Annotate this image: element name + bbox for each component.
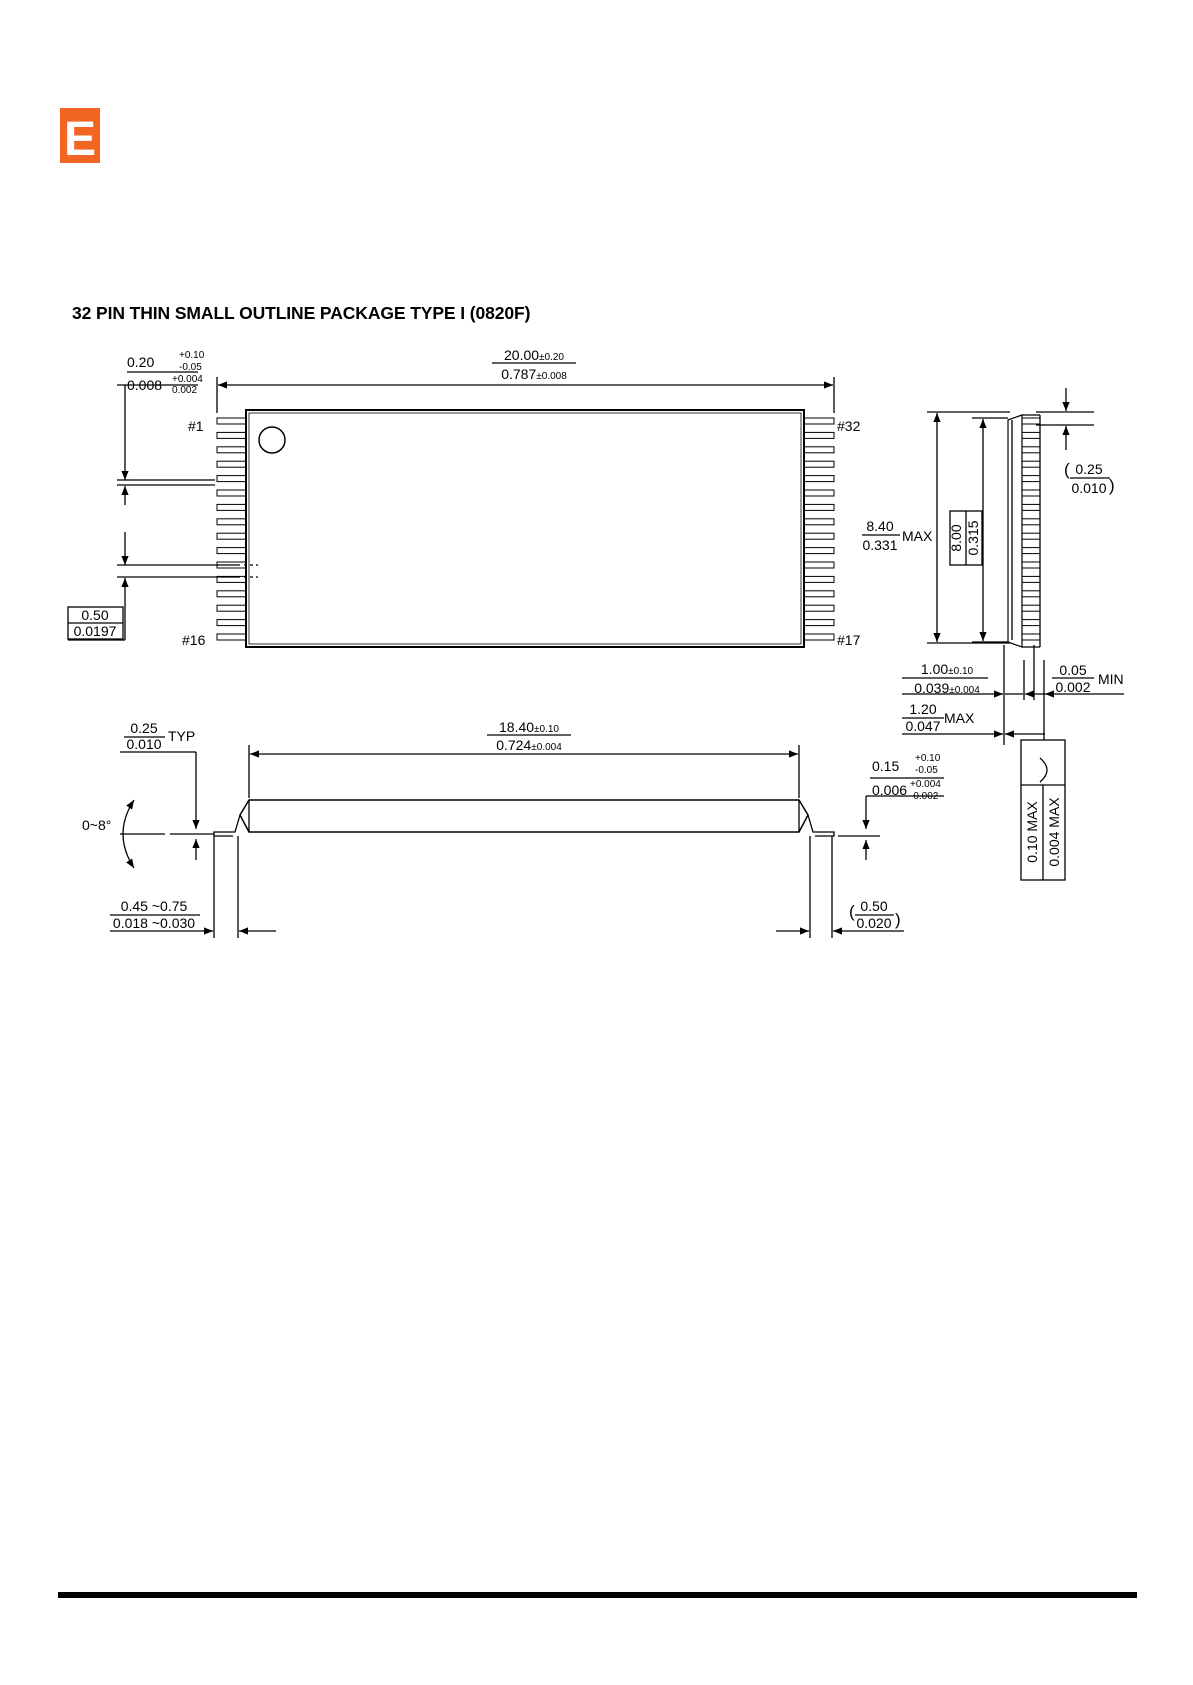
body-width-inch: 0.315: [965, 520, 981, 556]
lead: [804, 476, 834, 482]
lead: [1022, 620, 1040, 626]
svg-text:+0.004: +0.004: [172, 374, 203, 385]
lead: [804, 591, 834, 597]
lead: [1022, 576, 1040, 582]
pitch-mm: 0.50: [81, 607, 109, 623]
pin1-marker: [259, 427, 285, 453]
end-view-labels: [862, 460, 1124, 867]
pin32-label: #32: [837, 418, 861, 434]
svg-text:MIN: MIN: [1098, 671, 1124, 687]
lead: [804, 447, 834, 453]
lead: [804, 634, 834, 640]
drawing-title: 32 PIN THIN SMALL OUTLINE PACKAGE TYPE I (0820F): [72, 303, 531, 323]
side-right-lead: [808, 815, 834, 836]
lead: [217, 605, 246, 611]
side-body-len-inch: 0.724±0.004: [496, 737, 562, 753]
svg-text:-0.002: -0.002: [910, 791, 939, 802]
svg-text:(: (: [1064, 460, 1070, 479]
lead: [217, 504, 246, 510]
lead: [804, 461, 834, 467]
pitch-inch: 0.0197: [73, 623, 117, 639]
lead: [804, 504, 834, 510]
side-view: [110, 735, 944, 938]
side-lead-thk-mm: 0.15: [872, 758, 900, 774]
svg-text:-0.05: -0.05: [179, 362, 202, 373]
pin17-label: #17: [837, 632, 861, 648]
angle-label: 0~8°: [82, 817, 112, 833]
top-view: [68, 363, 834, 647]
lead: [217, 519, 246, 525]
lead-width-inch: 0.008: [127, 377, 163, 393]
svg-text:-0.05: -0.05: [915, 765, 938, 776]
svg-text:+0.10: +0.10: [179, 350, 205, 361]
footer-rule: [58, 1592, 1137, 1598]
height-inch: 0.047: [905, 718, 941, 734]
svg-text:): ): [895, 910, 901, 929]
coplanarity-inch: 0.004 MAX: [1046, 797, 1062, 867]
lead: [217, 548, 246, 554]
standoff-mm: 0.05: [1059, 662, 1087, 678]
pin1-label: #1: [188, 418, 204, 434]
lead: [1022, 634, 1040, 640]
lead: [1022, 432, 1040, 438]
lead: [1022, 418, 1040, 424]
lead: [804, 562, 834, 568]
lead: [1022, 476, 1040, 482]
lead: [217, 432, 246, 438]
end-view-leads: [1022, 418, 1040, 640]
top-view-labels: [74, 347, 861, 648]
total-width-inch: 0.331: [862, 537, 898, 553]
lead: [1022, 504, 1040, 510]
lead: [804, 490, 834, 496]
lead: [804, 576, 834, 582]
right-leads: [804, 418, 834, 640]
side-view-labels: [82, 719, 944, 931]
svg-text:MAX: MAX: [902, 528, 933, 544]
lead: [804, 418, 834, 424]
svg-text:(: (: [849, 902, 855, 921]
lead: [1022, 519, 1040, 525]
lead: [217, 490, 246, 496]
lead: [804, 519, 834, 525]
side-body-len-mm: 18.40±0.10: [499, 719, 559, 735]
end-view-body: [1008, 415, 1022, 647]
svg-text:TYP: TYP: [168, 728, 196, 744]
lead: [1022, 490, 1040, 496]
tip-inch: 0.010: [126, 736, 162, 752]
body-width-mm: 8.00: [948, 524, 964, 552]
side-lead-thk-inch: 0.006: [872, 782, 908, 798]
standoff-inch: 0.002: [1055, 679, 1091, 695]
lead-len-inch: 0.020: [856, 915, 892, 931]
lead: [804, 620, 834, 626]
lead: [1022, 605, 1040, 611]
foot-len-inch: 0.018 ~0.030: [112, 915, 196, 931]
lead: [804, 605, 834, 611]
lead: [1022, 533, 1040, 539]
body-length-inch: 0.787±0.008: [501, 366, 567, 382]
lead: [804, 548, 834, 554]
lead: [1022, 548, 1040, 554]
lead-width-mm: 0.20: [127, 354, 155, 370]
svg-text:): ): [1109, 476, 1115, 495]
lead: [1022, 447, 1040, 453]
coplanarity-mm: 0.10 MAX: [1024, 801, 1040, 863]
svg-text:E: E: [63, 113, 97, 163]
body-length-mm: 20.00±0.20: [504, 347, 564, 363]
lead: [217, 447, 246, 453]
lead: [217, 476, 246, 482]
svg-text:MAX: MAX: [944, 710, 975, 726]
body-thk-inch: 0.039±0.004: [914, 680, 980, 696]
end-lead-thk-inch: 0.010: [1071, 480, 1107, 496]
lead: [217, 634, 246, 640]
foot-len-mm: 0.45 ~0.75: [120, 898, 188, 914]
lead: [804, 432, 834, 438]
svg-text:+0.10: +0.10: [915, 753, 941, 764]
svg-text:+0.004: +0.004: [910, 779, 941, 790]
side-left-lead: [214, 815, 240, 836]
lead: [217, 461, 246, 467]
side-view-body: [240, 800, 808, 832]
left-leads: [217, 418, 246, 640]
total-width-mm: 8.40: [866, 518, 894, 534]
svg-text:0.002: 0.002: [172, 385, 198, 396]
lead: [1022, 562, 1040, 568]
pin16-label: #16: [182, 632, 206, 648]
package-body: [246, 410, 804, 647]
lead: [217, 418, 246, 424]
lead-len-mm: 0.50: [860, 898, 888, 914]
body-thk-mm: 1.00±0.10: [920, 661, 974, 677]
lead: [217, 533, 246, 539]
tip-mm: 0.25: [130, 720, 158, 736]
lead: [1022, 461, 1040, 467]
lead: [804, 533, 834, 539]
lead: [1022, 591, 1040, 597]
height-mm: 1.20: [909, 701, 937, 717]
end-lead-thk-mm: 0.25: [1075, 461, 1103, 477]
lead: [217, 620, 246, 626]
lead: [217, 591, 246, 597]
